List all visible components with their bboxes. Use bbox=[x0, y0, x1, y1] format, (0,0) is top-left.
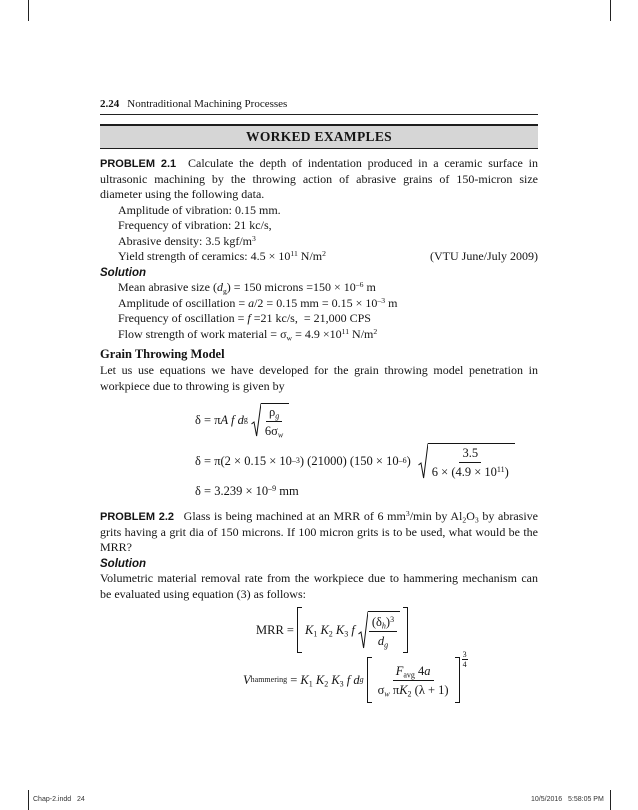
v-lhs: V bbox=[243, 672, 251, 687]
model-line-1: Let us use equations we have developed for the grain throwing model penetration in bbox=[100, 363, 538, 377]
mrr-k3-base: K bbox=[335, 622, 345, 637]
solution-2-line-2: be evaluated using equation (3) as follows: bbox=[100, 586, 306, 601]
footer-timestamp bbox=[531, 795, 604, 804]
v-den-sigma: σ bbox=[377, 682, 385, 697]
v-num-sub: avg bbox=[403, 669, 415, 679]
mean-size-text-b: ) = 150 microns =150 × 10 bbox=[226, 280, 356, 294]
mrr-k1-base: K bbox=[304, 622, 314, 637]
v-k2 bbox=[316, 674, 328, 687]
v-k1-sub: 1 bbox=[308, 679, 313, 689]
v-den-pi: π bbox=[392, 682, 400, 697]
section-banner bbox=[100, 124, 538, 149]
eq1-num-sub: g bbox=[275, 410, 280, 420]
flow-text-c: N/m bbox=[349, 326, 374, 341]
eq2-den-exp: 11 bbox=[496, 464, 505, 474]
eq1-den-sub: w bbox=[277, 429, 284, 439]
mrr-k3 bbox=[336, 624, 348, 637]
mrr-square-root bbox=[358, 611, 400, 649]
page-number: 2.24 bbox=[100, 98, 120, 110]
mrr-lhs: MRR = bbox=[256, 622, 294, 637]
eq2-den-end: ) bbox=[504, 464, 509, 479]
mean-size-text-c: m bbox=[363, 280, 376, 294]
radical-sign-icon bbox=[251, 403, 261, 437]
v-k2-sub: 2 bbox=[324, 679, 329, 689]
v-d: d bbox=[353, 672, 360, 687]
eq1-den-symbol: 6σ bbox=[264, 423, 278, 438]
mean-size-var: d bbox=[216, 280, 223, 294]
flow-sub: w bbox=[286, 332, 293, 342]
problem-2-1-line-1 bbox=[100, 156, 538, 173]
footer-page: 24 bbox=[76, 796, 85, 803]
v-numerator bbox=[393, 664, 434, 681]
v-f: f bbox=[346, 672, 351, 687]
v-k3-base: K bbox=[331, 672, 340, 687]
solution-label-1: Solution bbox=[100, 266, 146, 279]
problem-2-1-text-1: Calculate the depth of indentation produced in a ceramic surface in bbox=[188, 156, 539, 170]
mrr-den: d bbox=[377, 633, 385, 648]
eq2-part-a: δ = π(2 × 0.15 × 10 bbox=[195, 453, 292, 468]
footer-time: 5:58:05 PM bbox=[568, 796, 604, 803]
eq1-numerator bbox=[266, 405, 282, 422]
v-den-sub: w bbox=[384, 688, 390, 698]
solution-mean-size bbox=[118, 280, 538, 296]
eq1-fraction bbox=[262, 405, 286, 438]
problem-2-2-label: PROBLEM 2.2 bbox=[100, 511, 175, 523]
v-den-lambda: (λ + 1) bbox=[414, 682, 449, 697]
mrr-fraction bbox=[369, 615, 397, 648]
problem-2-2-line-1 bbox=[100, 509, 538, 526]
v-k3-sub: 3 bbox=[339, 679, 344, 689]
eq2-square-root bbox=[418, 443, 515, 479]
given-yield-text: Yield strength of ceramics: 4.5 × 10 bbox=[118, 249, 291, 263]
flow-text-b: = 4.9 ×10 bbox=[292, 326, 342, 341]
footer-date: 10/5/2016 bbox=[531, 796, 563, 803]
v-exp-den: 4 bbox=[462, 660, 467, 669]
equation-result bbox=[195, 484, 395, 500]
crop-mark-top-left bbox=[28, 0, 29, 21]
eq1-square-root bbox=[251, 403, 289, 438]
p22-sub-1: 2 bbox=[462, 515, 467, 525]
mrr-k1 bbox=[305, 624, 317, 637]
p22-text-a: Glass is being machined at an MRR of 6 mm bbox=[183, 509, 406, 523]
running-title: Nontraditional Machining Processes bbox=[127, 98, 288, 110]
frequency-text-a: Frequency of oscillation = bbox=[118, 311, 248, 325]
given-amplitude: Amplitude of vibration: 0.15 mm. bbox=[118, 202, 281, 217]
v-num-f: F bbox=[395, 663, 404, 678]
equation-v-hammering: V hammering = K1 K2 K3 f d g $\frac{\text{Favg 4a}}{\text{σw πK2 (λ + 1)}}$ $\frac{3}{4}$ bbox=[243, 657, 468, 703]
given-yield bbox=[118, 249, 326, 265]
mrr-numerator bbox=[369, 615, 397, 632]
model-line-2: workpiece due to throwing is given by bbox=[100, 378, 285, 393]
mrr-f: f bbox=[351, 622, 355, 637]
v-denominator bbox=[375, 681, 452, 697]
radical-sign-icon bbox=[358, 611, 368, 649]
given-density-text: Abrasive density: 3.5 kgf/m bbox=[118, 233, 252, 248]
eq3-text-a: δ = 3.239 × 10 bbox=[195, 484, 269, 498]
problem-source: (VTU June/July 2009) bbox=[430, 249, 538, 263]
v-exp-num: 3 bbox=[462, 650, 467, 659]
eq2-numerator: 3.5 bbox=[459, 446, 481, 463]
mrr-k3-sub: 3 bbox=[344, 629, 349, 639]
eq1-num-symbol: ρ bbox=[268, 404, 276, 419]
given-yield-unit: N/m bbox=[297, 249, 323, 263]
model-heading: Grain Throwing Model bbox=[100, 347, 225, 361]
given-yield-row bbox=[118, 249, 538, 265]
eq2-part-c: ) bbox=[406, 453, 411, 468]
eq1-denominator bbox=[262, 422, 286, 438]
flow-exp: 11 bbox=[341, 326, 350, 336]
solution-2-line-1: Volumetric material removal rate from the workpiece due to hammering mechanism can bbox=[100, 571, 538, 585]
p22-text-b: /min by Al bbox=[409, 509, 463, 523]
crop-mark-top-right bbox=[610, 0, 611, 21]
mrr-denominator bbox=[375, 632, 391, 648]
frequency-text-b: =21 kc/s, = 21,000 CPS bbox=[250, 311, 371, 325]
footer-file-info bbox=[33, 795, 85, 804]
mrr-num-a: (δ bbox=[371, 614, 382, 629]
radical-sign-icon bbox=[418, 443, 428, 479]
v-exponent bbox=[462, 650, 468, 669]
problem-2-1-line-2: ultrasonic machining by the throwing action of abrasive grains of 150-micron size bbox=[100, 171, 538, 186]
given-yield-exponent: 11 bbox=[290, 249, 298, 259]
equation-penetration-formula: δ = π A f d g $\frac{\rho g}{6\sigma w}$ bbox=[195, 403, 289, 437]
p22-text-c: O bbox=[466, 509, 475, 523]
header-rule bbox=[100, 114, 538, 115]
amplitude-text-b: /2 = 0.15 mm = 0.15 × 10 bbox=[254, 295, 378, 310]
crop-mark-bottom-right bbox=[610, 790, 611, 810]
equation-substitution: δ = π(2 × 0.15 × 10 –3 ) (21000) (150 × 10 –6 ) $\frac{3.5}{6 \times (4.9 \times 10^{11})}$ bbox=[195, 443, 515, 479]
mean-size-sub: g bbox=[222, 286, 227, 296]
amplitude-text-c: m bbox=[385, 295, 398, 310]
v-k1-base: K bbox=[300, 672, 309, 687]
solution-amplitude bbox=[118, 296, 538, 312]
mrr-k1-sub: 1 bbox=[313, 629, 318, 639]
v-equals: = bbox=[290, 672, 298, 687]
v-den-k-sub: 2 bbox=[407, 688, 412, 698]
amplitude-text-a: Amplitude of oscillation = bbox=[118, 295, 249, 310]
mrr-bracket bbox=[297, 607, 408, 653]
solution-label-2: Solution bbox=[100, 557, 146, 570]
v-bracket bbox=[367, 657, 460, 703]
v-num-four: 4 bbox=[418, 663, 425, 678]
eq2-radicand bbox=[428, 443, 515, 479]
eq1-vars: A f d bbox=[220, 412, 244, 427]
section-title: WORKED EXAMPLES bbox=[246, 129, 392, 144]
mrr-k2 bbox=[320, 624, 332, 637]
p22-text-d: by abrasive bbox=[478, 509, 539, 523]
given-density bbox=[118, 234, 538, 250]
problem-2-2-line-2: grits having a grit dia of 150 microns. If 100 micron grits is to be used, what would be the bbox=[100, 524, 538, 539]
eq1-radicand bbox=[261, 403, 289, 438]
v-fraction bbox=[375, 664, 452, 697]
amplitude-var: a bbox=[248, 295, 255, 310]
problem-2-1-label: PROBLEM 2.1 bbox=[100, 158, 177, 170]
mean-size-text-a: Mean abrasive size ( bbox=[118, 280, 217, 294]
eq1-lhs: δ = π bbox=[195, 412, 221, 427]
given-density-exponent: 3 bbox=[251, 233, 256, 243]
eq2-den-text: 6 × (4.9 × 10 bbox=[431, 464, 497, 479]
mean-size-exp: –6 bbox=[355, 280, 364, 290]
mrr-k2-base: K bbox=[320, 622, 329, 637]
running-head bbox=[100, 97, 287, 111]
flow-text-a: Flow strength of work material = σ bbox=[118, 326, 287, 341]
eq2-denominator bbox=[429, 463, 512, 479]
flow-unit-exp: 2 bbox=[373, 326, 378, 336]
frequency-var: f bbox=[247, 311, 251, 325]
v-k3 bbox=[331, 674, 343, 687]
p22-sub-2: 3 bbox=[474, 515, 479, 525]
mrr-radicand bbox=[368, 611, 400, 649]
problem-2-2-line-3: MRR? bbox=[100, 540, 133, 554]
mrr-num-sub: h bbox=[381, 620, 386, 630]
footer-file: Chap-2.indd bbox=[33, 796, 72, 803]
given-frequency: Frequency of vibration: 21 kc/s, bbox=[118, 218, 272, 232]
solution-frequency bbox=[118, 311, 538, 327]
crop-mark-bottom-left bbox=[28, 790, 29, 810]
v-k2-base: K bbox=[315, 672, 325, 687]
mrr-num-b: ) bbox=[385, 614, 391, 629]
p22-exp: 3 bbox=[405, 509, 410, 519]
eq3-unit: mm bbox=[276, 484, 299, 498]
equation-mrr bbox=[256, 607, 408, 653]
problem-2-1-line-3: diameter using the following data. bbox=[100, 187, 265, 201]
solution-flow-strength bbox=[118, 327, 538, 343]
eq2-part-b: ) (21000) (150 × 10 bbox=[299, 453, 399, 468]
mrr-num-exp: 3 bbox=[390, 614, 395, 624]
mrr-den-sub: g bbox=[384, 639, 389, 649]
v-k1 bbox=[300, 674, 312, 687]
v-num-a: a bbox=[424, 663, 431, 678]
eq2-fraction bbox=[429, 446, 512, 479]
mrr-k2-sub: 2 bbox=[328, 629, 333, 639]
given-yield-unit-exponent: 2 bbox=[322, 249, 326, 259]
solution-heading-1 bbox=[100, 265, 538, 282]
amplitude-exp: –3 bbox=[377, 295, 386, 305]
solution-heading-2 bbox=[100, 556, 538, 573]
v-den-k: K bbox=[399, 682, 408, 697]
eq3-exp: –9 bbox=[268, 484, 277, 493]
